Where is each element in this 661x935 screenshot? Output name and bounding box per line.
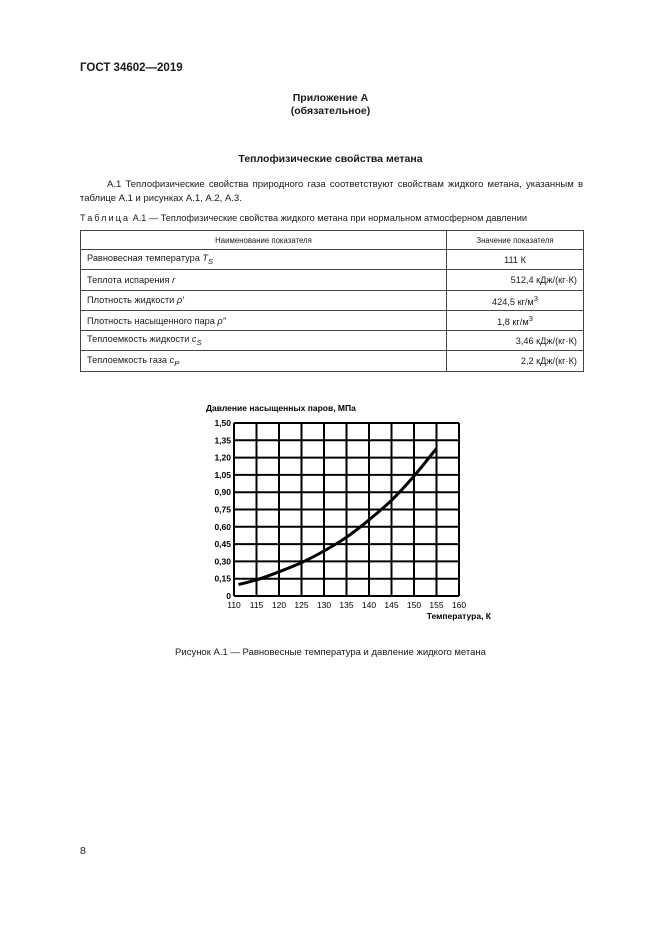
property-name-cell: Плотность насыщенного пара ρ″: [81, 310, 447, 330]
x-tick-label: 115: [249, 600, 264, 610]
y-tick-label: 0,45: [214, 539, 231, 550]
section-title: Теплофизические свойства метана: [238, 153, 423, 165]
table-header-row: [81, 231, 584, 250]
table-row: [81, 331, 584, 351]
y-tick-label: 0,60: [214, 521, 231, 532]
y-tick-label: 0: [226, 591, 231, 601]
document-standard-number: ГОСТ 34602—2019: [80, 62, 183, 74]
x-tick-label: 135: [339, 600, 354, 610]
property-name-cell: Теплоемкость жидкости $c_S$: [81, 331, 447, 351]
property-name-cell: Теплоемкость газа $c_P$: [81, 351, 447, 371]
chart-svg: [196, 398, 496, 638]
y-tick-label: 0,15: [214, 573, 231, 584]
y-tick-label: 1,20: [214, 452, 231, 463]
x-tick-label: 120: [271, 600, 287, 610]
table-row: [81, 270, 584, 290]
table-caption: [80, 213, 527, 223]
property-value-cell: 424,5 $кг/м^3$: [447, 290, 584, 310]
annex-status: (обязательное): [290, 105, 371, 117]
y-tick-label: 1,05: [214, 469, 231, 480]
table-row: [81, 290, 584, 310]
property-name-cell: Плотность жидкости ρ′: [81, 290, 447, 310]
table-caption-prefix: Таблица: [80, 213, 131, 223]
y-axis-label: Давление насыщенных паров, МПа: [206, 403, 356, 413]
property-value-cell: 512,4 кДж/(кг·К): [447, 270, 584, 290]
y-tick-label: 1,35: [214, 435, 231, 446]
body-paragraph: А.1 Теплофизические свойства природного газа соответствуют свойствам жидкого метана, указанным в таблице А.1 и рисунках А.1, А.2, А.3.: [80, 179, 583, 204]
figure-caption: Рисунок А.1 — Равновесные температура и давление жидкого метана: [175, 647, 486, 658]
table-row: [81, 250, 584, 270]
x-tick-label: 145: [384, 600, 399, 610]
x-tick-label: 125: [294, 600, 309, 610]
y-tick-label: 1,50: [214, 418, 231, 428]
y-tick-label: 0,90: [214, 487, 231, 498]
x-tick-label: 110: [227, 600, 241, 610]
y-tick-label: 0,75: [214, 504, 231, 515]
property-value-cell: 3,46 кДж/(кг·К): [447, 331, 584, 351]
properties-table: [80, 230, 584, 372]
y-tick-label: 0,30: [214, 556, 231, 567]
table-header-cell: Значение показателя: [447, 231, 584, 250]
property-name-cell: Равновесная температура $T_S$: [81, 250, 447, 270]
x-tick-label: 160: [451, 600, 467, 610]
x-tick-label: 130: [316, 600, 332, 610]
annex-title: Приложение А: [292, 92, 369, 104]
property-name-cell: Теплота испарения r: [81, 270, 447, 290]
table-row: [81, 310, 584, 330]
page-number: 8: [80, 845, 86, 857]
property-value-cell: 2,2 кДж/(кг·К): [447, 351, 584, 371]
table-caption-text: А.1 — Теплофизические свойства жидкого метана при нормальном атмосферном давлении: [130, 213, 527, 223]
property-value-cell: 1,8 $кг/м^3$: [447, 310, 584, 330]
table-row: [81, 351, 584, 371]
property-value-cell: 111 К: [447, 250, 584, 270]
x-axis-label: Температура, К: [426, 611, 491, 621]
table-header-cell: Наименование показателя: [81, 231, 447, 250]
x-tick-label: 140: [361, 600, 377, 610]
series-line: [239, 448, 437, 584]
x-tick-label: 155: [429, 600, 444, 610]
x-tick-label: 150: [406, 600, 422, 610]
pressure-temperature-chart: [196, 398, 496, 638]
